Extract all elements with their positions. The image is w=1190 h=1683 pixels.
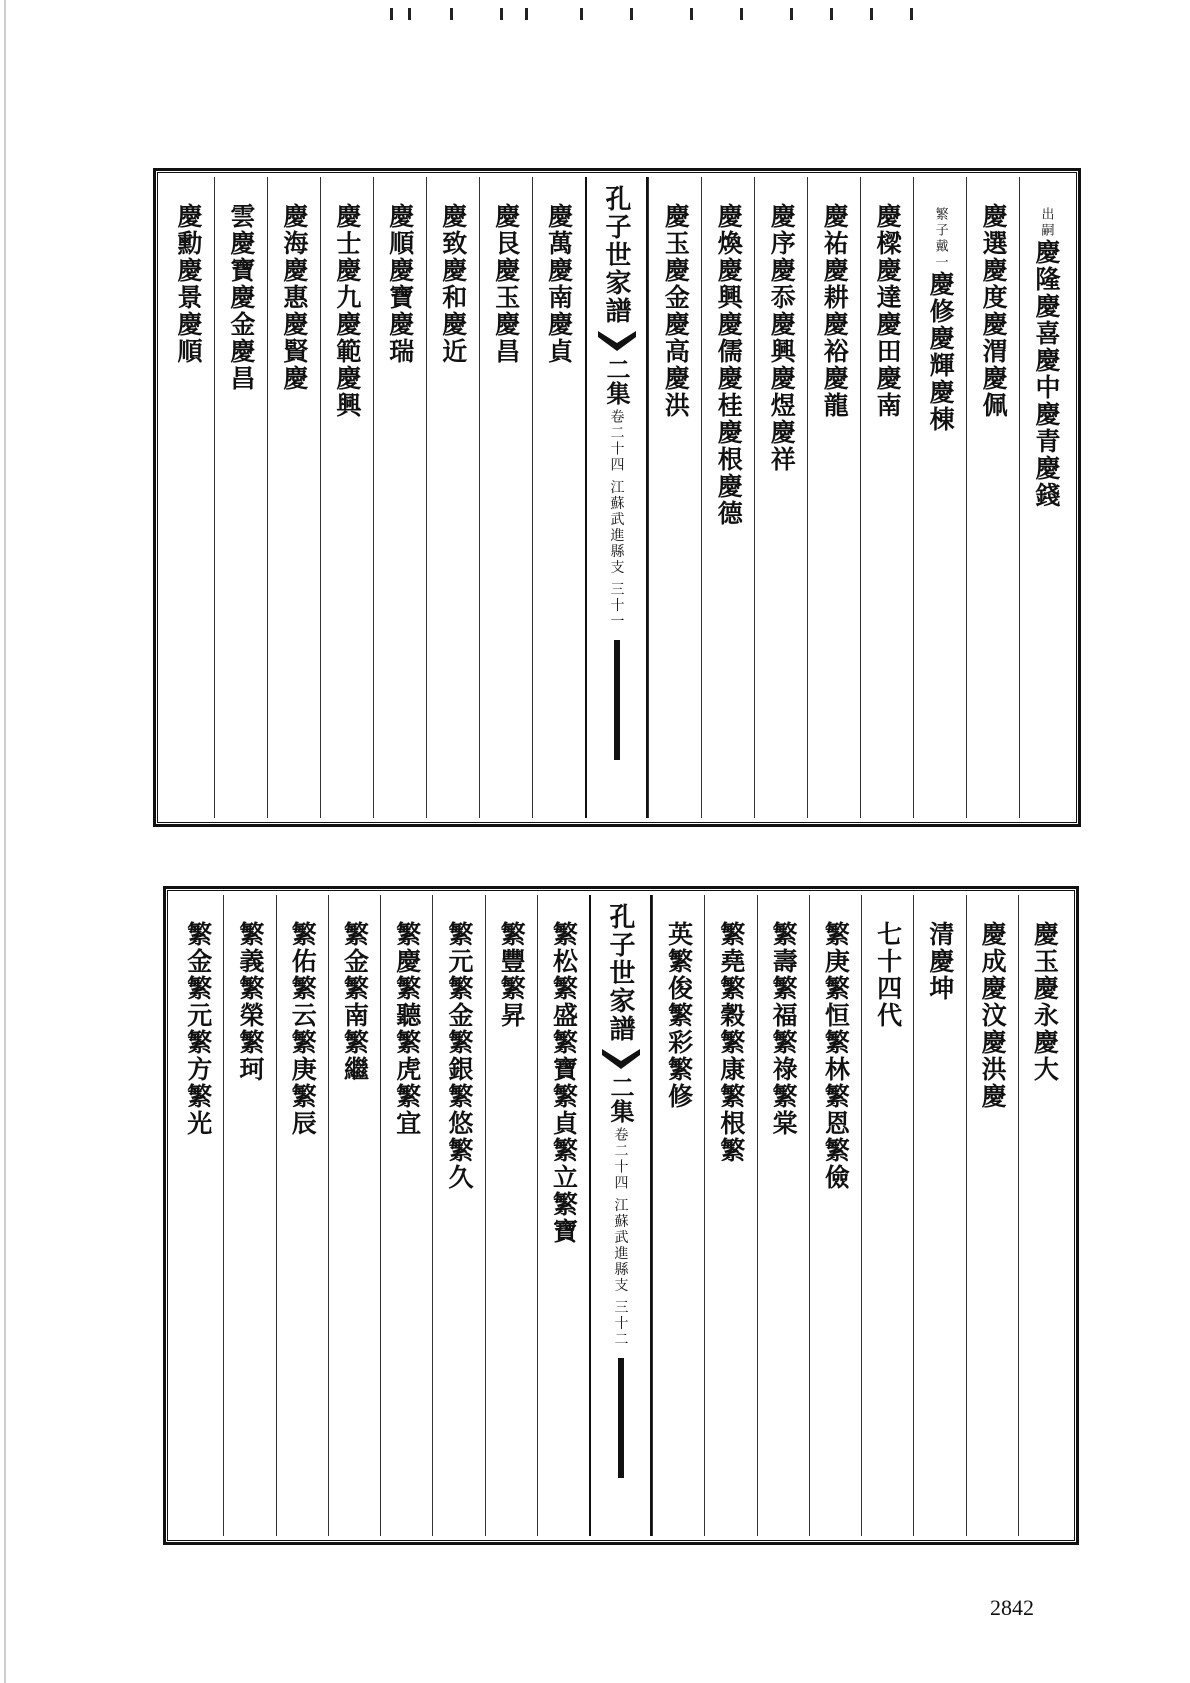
entry: 慶隆慶喜慶中慶青慶錢 bbox=[1032, 239, 1062, 509]
book-title: 孔子世家譜 bbox=[605, 903, 636, 1043]
entry: 慶順慶寶慶瑞 bbox=[385, 203, 415, 365]
entry: 慶萬慶南慶貞 bbox=[544, 203, 574, 365]
col-15 bbox=[276, 895, 328, 1536]
entry: 慶序慶忝慶興慶煜慶祥 bbox=[767, 203, 797, 473]
scan-edge-line bbox=[4, 0, 6, 1683]
entry: 慶選慶度慶渭慶佩 bbox=[979, 203, 1009, 419]
col-12 bbox=[432, 895, 484, 1536]
col-1 bbox=[1019, 177, 1072, 818]
lower-columns bbox=[172, 895, 1070, 1536]
entry: 慶修慶輝慶棟 bbox=[926, 271, 956, 433]
entry: 繁庚繁恒繁林繁恩繁儉 bbox=[821, 921, 851, 1191]
col-16 bbox=[214, 177, 267, 818]
col-6 bbox=[754, 177, 807, 818]
col-2 bbox=[966, 895, 1018, 1536]
entry: 慶士慶九慶範慶興 bbox=[332, 203, 362, 419]
col-3 bbox=[913, 895, 965, 1536]
col-14 bbox=[328, 895, 380, 1536]
entry: 繁堯繁穀繁康繁根繁 bbox=[716, 921, 746, 1164]
col-7 bbox=[704, 895, 756, 1536]
volume-info: 卷二十四 江蘇武進縣支 三十二 bbox=[612, 1127, 629, 1348]
col-2 bbox=[966, 177, 1019, 818]
col-3 bbox=[913, 177, 966, 818]
entry: 慶海慶惠慶賢慶 bbox=[279, 203, 309, 392]
col-6 bbox=[757, 895, 809, 1536]
entry: 七十四代 bbox=[873, 921, 903, 1029]
entry: 繁金繁元繁方繁光 bbox=[183, 921, 213, 1137]
col-14 bbox=[320, 177, 373, 818]
col-7 bbox=[701, 177, 754, 818]
col-5 bbox=[809, 895, 861, 1536]
entry: 繁壽繁福繁祿繁棠 bbox=[769, 921, 799, 1137]
top-scan-artifact bbox=[390, 8, 950, 22]
col-5 bbox=[807, 177, 860, 818]
entry: 雲慶寶慶金慶昌 bbox=[226, 203, 256, 392]
entry: 慶煥慶興慶儒慶桂慶根慶德 bbox=[714, 203, 744, 527]
center-title-column bbox=[585, 177, 649, 818]
note: 出嗣 bbox=[1038, 207, 1054, 239]
col-16 bbox=[223, 895, 275, 1536]
entry: 繁豐繁昇 bbox=[497, 921, 527, 1029]
collection-label: 二集 bbox=[602, 357, 631, 405]
entry: 慶玉慶永慶大 bbox=[1030, 921, 1060, 1083]
entry: 繁佑繁云繁庚繁辰 bbox=[288, 921, 318, 1137]
col-1 bbox=[1018, 895, 1070, 1536]
col-13 bbox=[373, 177, 426, 818]
entry: 慶艮慶玉慶昌 bbox=[491, 203, 521, 365]
entry: 清慶坤 bbox=[925, 921, 955, 1002]
entry: 繁元繁金繁銀繁悠繁久 bbox=[444, 921, 474, 1191]
entry: 慶勳慶景慶順 bbox=[173, 203, 203, 365]
note: 繁子戴一 bbox=[932, 207, 948, 271]
col-4 bbox=[861, 895, 913, 1536]
register-page-upper bbox=[153, 168, 1081, 827]
col-8 bbox=[648, 177, 701, 818]
register-page-lower bbox=[163, 886, 1079, 1545]
entry: 繁松繁盛繁寶繁貞繁立繁寶 bbox=[549, 921, 579, 1245]
col-17 bbox=[162, 177, 214, 818]
col-15 bbox=[267, 177, 320, 818]
entry: 慶致慶和慶近 bbox=[438, 203, 468, 365]
fish-tail-mark-icon bbox=[600, 1047, 642, 1071]
col-10 bbox=[532, 177, 585, 818]
col-11 bbox=[485, 895, 537, 1536]
upper-columns bbox=[162, 177, 1072, 818]
col-10 bbox=[537, 895, 589, 1536]
page-number: 2842 bbox=[990, 1595, 1034, 1620]
col-12 bbox=[426, 177, 479, 818]
volume-info: 卷二十四 江蘇武進縣支 三十一 bbox=[608, 409, 625, 630]
col-8 bbox=[652, 895, 704, 1536]
center-bar bbox=[618, 1358, 624, 1478]
center-bar bbox=[614, 640, 620, 760]
entry: 慶成慶汶慶洪慶 bbox=[978, 921, 1008, 1110]
book-title: 孔子世家譜 bbox=[601, 185, 631, 325]
col-17 bbox=[172, 895, 223, 1536]
collection-label: 二集 bbox=[606, 1075, 636, 1123]
entry: 繁慶繁聽繁虎繁宜 bbox=[392, 921, 422, 1137]
entry: 繁義繁榮繁珂 bbox=[235, 921, 265, 1083]
col-13 bbox=[380, 895, 432, 1536]
fish-tail-mark-icon bbox=[596, 329, 638, 353]
center-title-column bbox=[589, 895, 652, 1536]
entry: 慶祐慶耕慶裕慶龍 bbox=[820, 203, 850, 419]
entry: 慶樑慶達慶田慶南 bbox=[873, 203, 903, 419]
col-4 bbox=[860, 177, 913, 818]
entry: 繁金繁南繁繼 bbox=[340, 921, 370, 1083]
entry: 慶玉慶金慶高慶洪 bbox=[661, 203, 691, 419]
col-11 bbox=[479, 177, 532, 818]
entry: 英繁俊繁彩繁修 bbox=[664, 921, 694, 1110]
